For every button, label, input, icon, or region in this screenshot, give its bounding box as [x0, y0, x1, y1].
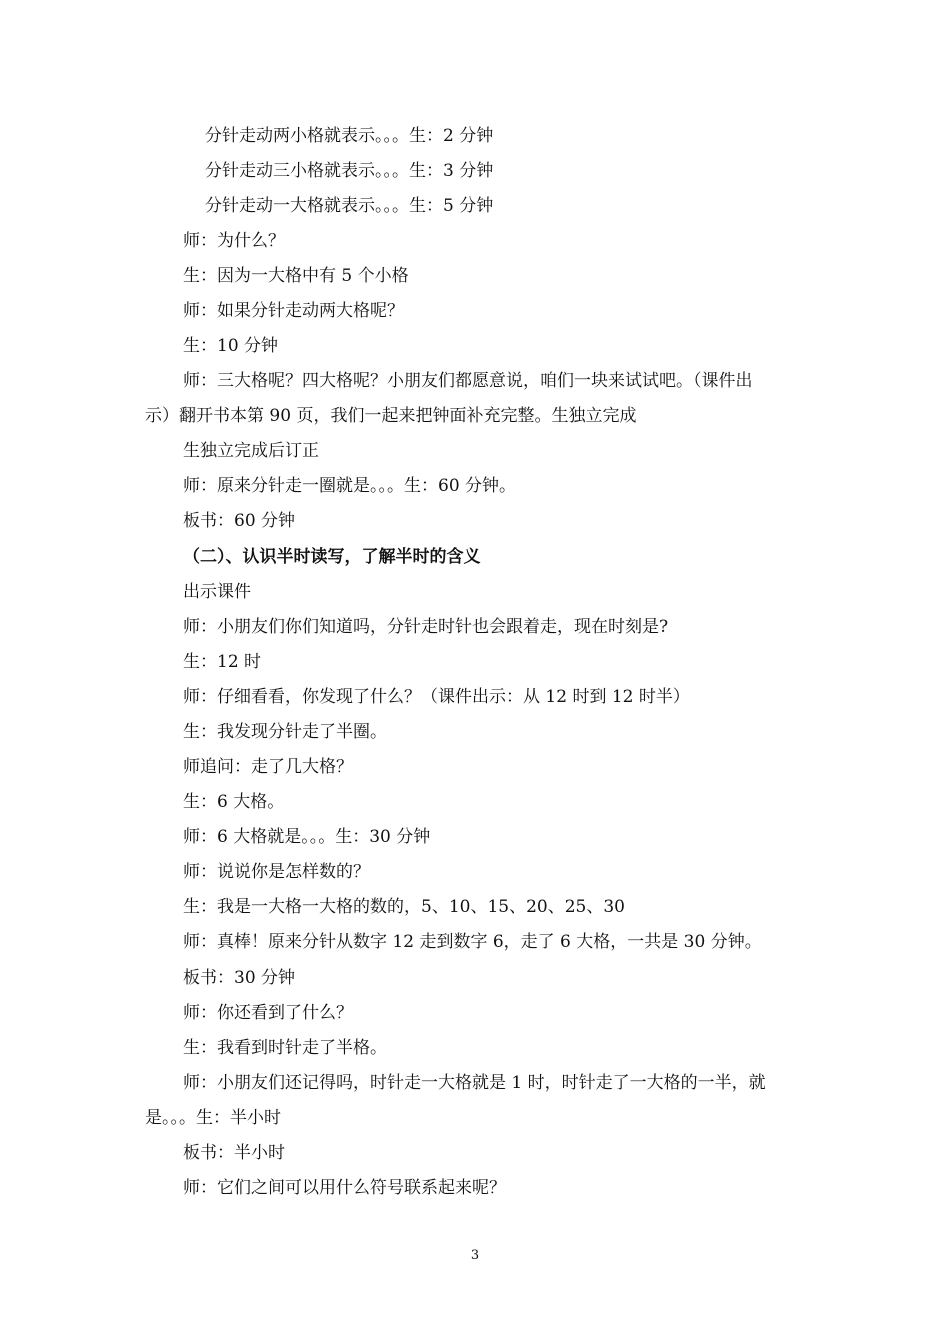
text-line: 师：如果分针走动两大格呢？ — [183, 301, 404, 321]
text-line: 师：为什么？ — [183, 231, 285, 251]
text-line: 师：说说你是怎样数的？ — [183, 862, 370, 882]
text-line: 生独立完成后订正 — [183, 441, 319, 461]
text-line: 师追问：走了几大格？ — [183, 757, 353, 777]
text-line: 师：仔细看看，你发现了什么？（课件出示：从 12 时到 12 时半） — [183, 687, 690, 707]
text-line: 生：10 分钟 — [183, 336, 279, 356]
text-line: 师：三大格呢？四大格呢？小朋友们都愿意说，咱们一块来试试吧。（课件出 — [183, 371, 753, 391]
text-line: 生：因为一大格中有 5 个小格 — [183, 266, 409, 286]
text-line: 师：小朋友们还记得吗，时针走一大格就是 1 时，时针走了一大格的一半，就 — [183, 1073, 766, 1093]
text-line: 生：我发现分针走了半圈。 — [183, 722, 387, 742]
text-line: 分针走动一大格就表示。。。生：5 分钟 — [205, 196, 494, 216]
text-line: 师：原来分针走一圈就是。。。生：60 分钟。 — [183, 476, 517, 496]
text-line: 生：我看到时针走了半格。 — [183, 1038, 387, 1058]
text-line: 分针走动三小格就表示。。。生：3 分钟 — [205, 161, 494, 181]
text-line: 分针走动两小格就表示。。。生：2 分钟 — [205, 126, 494, 146]
section-heading: （二）、认识半时读写，了解半时的含义 — [183, 547, 481, 567]
text-line: 示）翻开书本第 90 页，我们一起来把钟面补充完整。生独立完成 — [145, 406, 637, 426]
text-line: 板书：60 分钟 — [183, 511, 296, 531]
text-line: 是。。。生：半小时 — [145, 1108, 281, 1128]
page-number: 3 — [470, 1248, 480, 1263]
text-line: 生：6 大格。 — [183, 792, 285, 812]
text-line: 板书：30 分钟 — [183, 968, 296, 988]
text-line: 师：小朋友们你们知道吗，分针走时针也会跟着走，现在时刻是? — [183, 617, 669, 637]
text-line: 师：真棒！原来分针从数字 12 走到数字 6，走了 6 大格，一共是 30 分钟。 — [183, 932, 762, 952]
text-line: 生：我是一大格一大格的数的，5、10、15、20、25、30 — [183, 897, 625, 917]
text-line: 师：你还看到了什么？ — [183, 1003, 353, 1023]
text-line: 出示课件 — [183, 582, 251, 602]
text-line: 师：6 大格就是。。。生：30 分钟 — [183, 827, 431, 847]
text-line: 板书：半小时 — [183, 1143, 285, 1163]
text-line: 师：它们之间可以用什么符号联系起来呢？ — [183, 1178, 506, 1198]
text-line: 生：12 时 — [183, 652, 262, 672]
